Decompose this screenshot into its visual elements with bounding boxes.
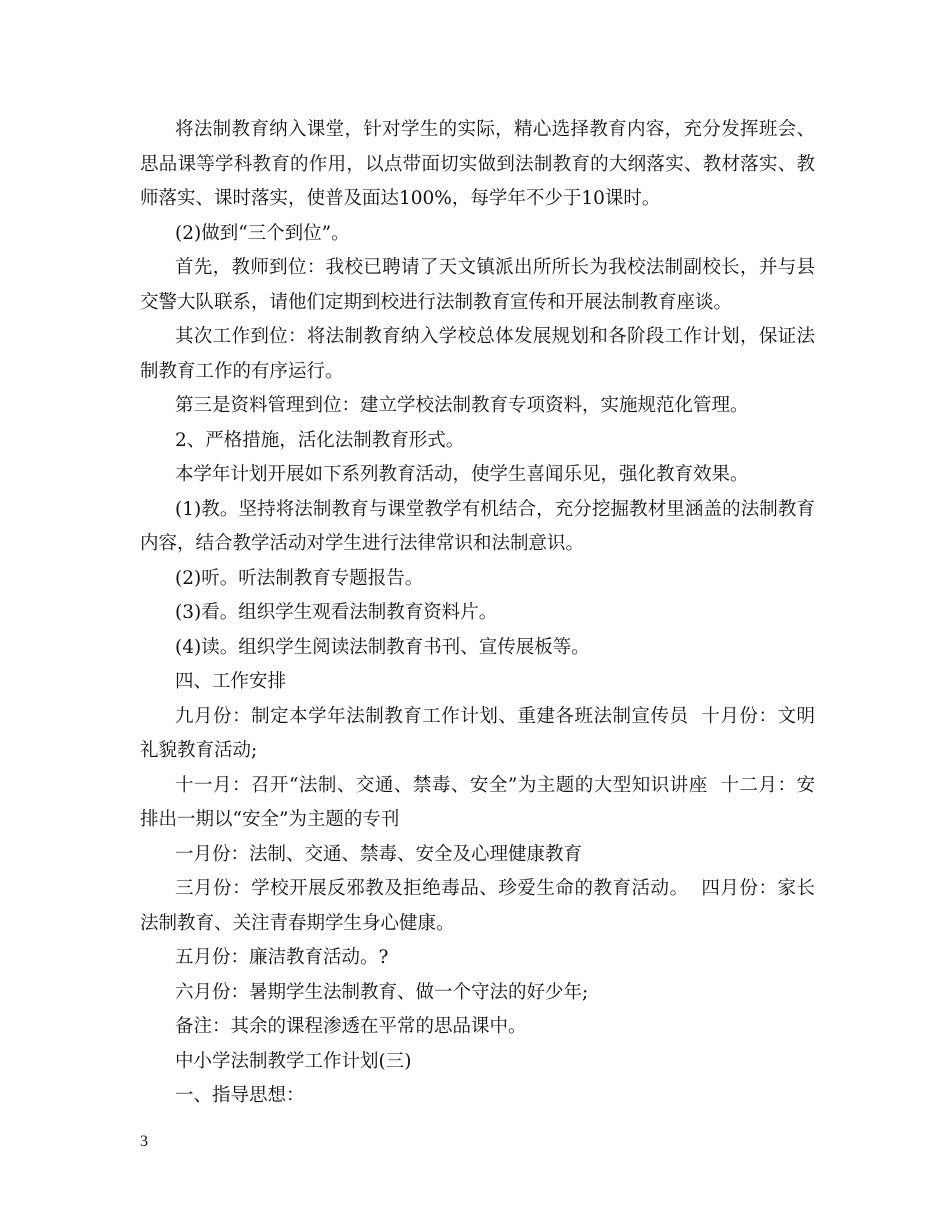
paragraph-materials-in-place: 第三是资料管理到位：建立学校法制教育专项资料，实施规范化管理。: [175, 395, 749, 416]
paragraph-remark: 备注：其余的课程渗透在平常的思品课中。: [175, 1016, 527, 1037]
paragraph-teach: (1)教。坚持将法制教育与课堂教学有机结合，充分挖掘教材里涵盖的法制教育内容，结合教学活动对学生进行法律常识和法制意识。: [140, 498, 815, 554]
page-number: 3: [140, 1133, 148, 1150]
schedule-january: 一月份：法制、交通、禁毒、安全及心理健康教育: [175, 843, 583, 865]
paragraph-work-in-place: 其次工作到位：将法制教育纳入学校总体发展规划和各阶段工作计划，保证法制教育工作的有序运行。: [140, 326, 815, 382]
section-heading-work-arrangement: 四、工作安排: [175, 671, 287, 692]
paragraph-listen: (2)听。听法制教育专题报告。: [175, 567, 424, 589]
document-subtitle: 中小学法制教学工作计划(三): [175, 1050, 412, 1072]
schedule-june: 六月份：暑期学生法制教育、做一个守法的好少年;: [175, 981, 589, 1003]
paragraph-three-in-place: (2)做到“三个到位”。: [175, 222, 350, 244]
paragraph-strict-measures: 2、严格措施，活化法制教育形式。: [175, 429, 465, 451]
paragraph-activity-plan: 本学年计划开展如下系列教育活动，使学生喜闻乐见，强化教育效果。: [175, 464, 749, 485]
document-body: [140, 113, 815, 1114]
schedule-march-april: 三月份：学校开展反邪教及拒绝毒品、珍爱生命的教育活动。 四月份：家长法制教育、关注青春期学生身心健康。: [140, 878, 815, 934]
section-heading-guiding-ideology: 一、指导思想：: [175, 1085, 305, 1106]
paragraph-read: (4)读。组织学生阅读法制教育书刊、宣传展板等。: [175, 636, 590, 658]
schedule-september-october: 九月份：制定本学年法制教育工作计划、重建各班法制宣传员 十月份：文明礼貌教育活动;: [140, 705, 815, 761]
paragraph-classroom-integration: 将法制教育纳入课堂，针对学生的实际，精心选择教育内容，充分发挥班会、思品课等学科教育的作用，以点带面切实做到法制教育的大纲落实、教材落实、教师落实、课时落实，使普及面达100%，每学年不少于10课时。: [140, 119, 815, 209]
paragraph-watch: (3)看。组织学生观看法制教育资料片。: [175, 602, 498, 623]
paragraph-teachers-in-place: 首先，教师到位：我校已聘请了天文镇派出所所长为我校法制副校长，并与县交警大队联系，请他们定期到校进行法制教育宣传和开展法制教育座谈。: [140, 257, 815, 313]
schedule-may: 五月份：廉洁教育活动。?: [175, 947, 389, 968]
schedule-november-december: 十一月：召开“法制、交通、禁毒、安全”为主题的大型知识讲座 十二月：安排出一期以“安全”为主题的专刊: [140, 774, 815, 830]
